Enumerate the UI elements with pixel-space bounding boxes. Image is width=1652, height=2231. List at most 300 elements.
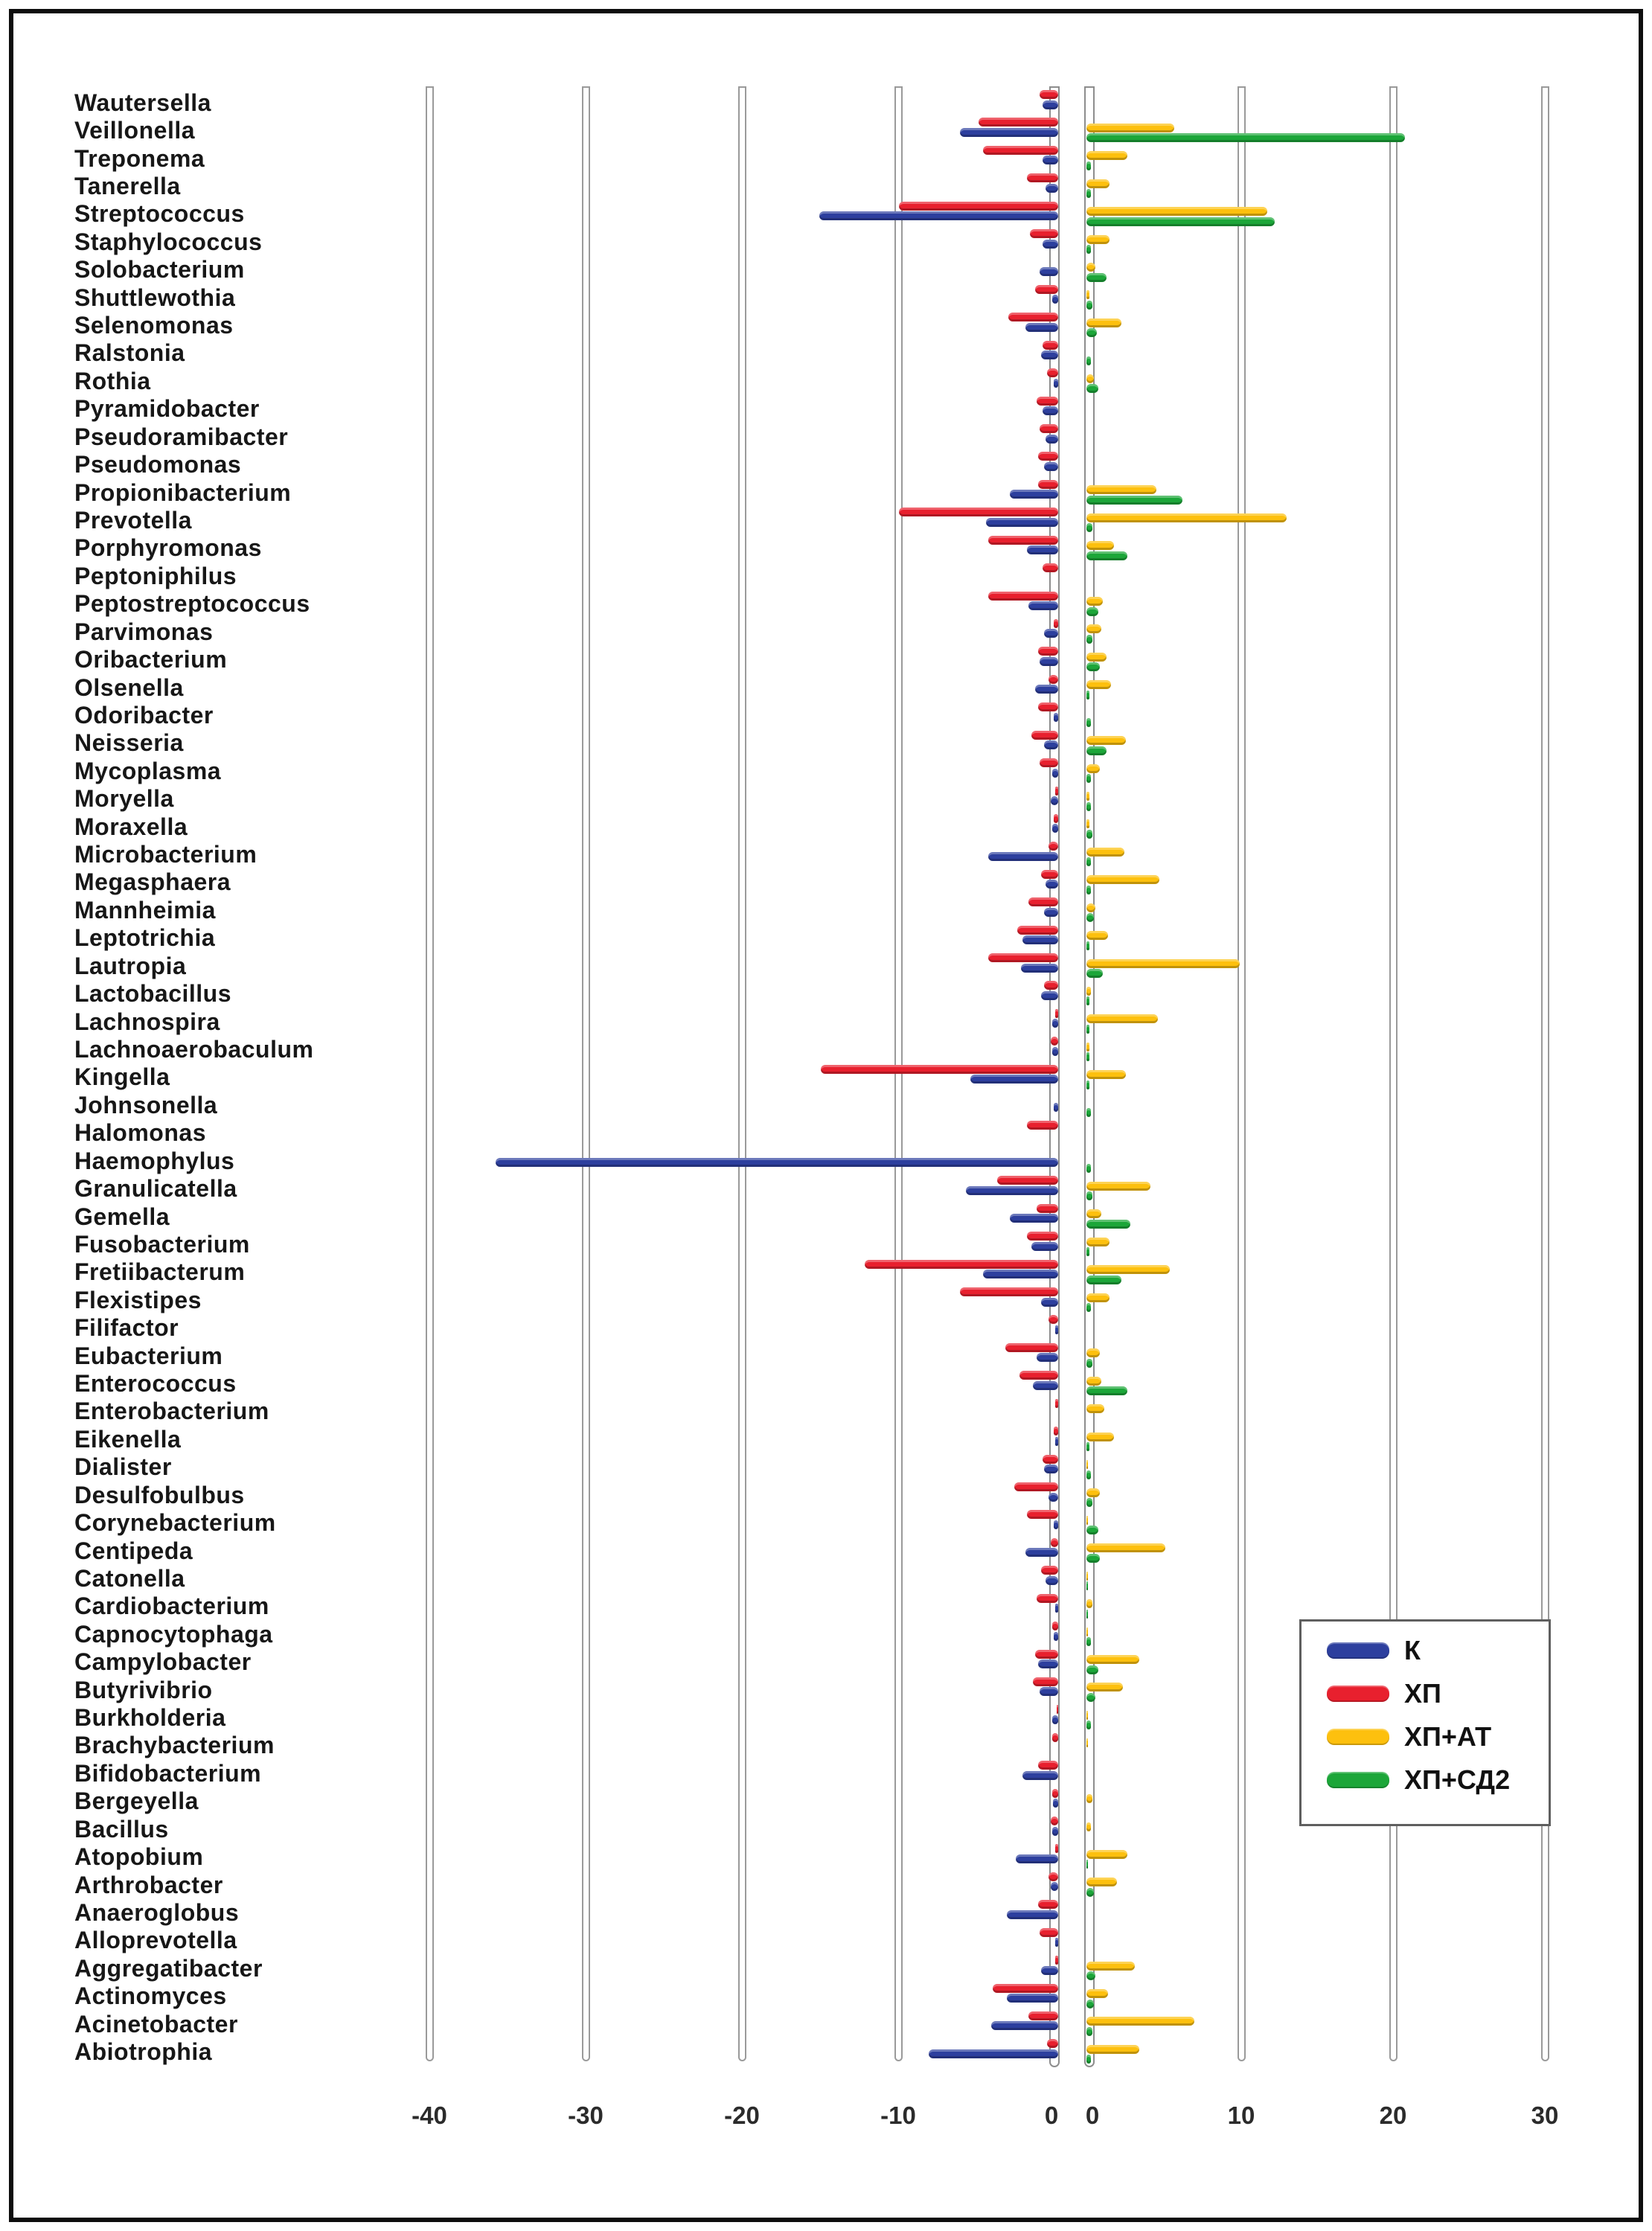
bar-ХП-shuttlewothia xyxy=(1035,285,1059,294)
category-label-anaeroglobus: Anaeroglobus xyxy=(74,1899,240,1926)
bar-ХП+СД2-olsenella xyxy=(1086,691,1089,700)
bar-ХП+АТ-atopobium xyxy=(1086,1850,1127,1859)
legend-swatch-К xyxy=(1327,1642,1389,1659)
bar-К-tanerella xyxy=(1046,184,1058,193)
bar-К-kingella xyxy=(970,1075,1058,1084)
gridline-left--10 xyxy=(894,86,903,2061)
bar-К-streptococcus xyxy=(819,211,1058,220)
bar-К-shuttlewothia xyxy=(1052,295,1058,304)
category-label-selenomonas: Selenomonas xyxy=(74,312,234,339)
bar-К-capnocytophaga xyxy=(1054,1632,1058,1641)
bar-ХП+АТ-lautropia xyxy=(1086,959,1240,968)
bar-К-mannheimia xyxy=(1044,908,1058,917)
category-label-flexistipes: Flexistipes xyxy=(74,1286,202,1313)
category-label-veillonella: Veillonella xyxy=(74,117,196,144)
bar-К-lachnospira xyxy=(1052,1019,1058,1028)
bar-ХП+СД2-selenomonas xyxy=(1086,328,1097,337)
bar-ХП+СД2-parvimonas xyxy=(1086,635,1092,644)
bar-ХП-butyrivibrio xyxy=(1033,1677,1058,1686)
bar-ХП-cardiobacterium xyxy=(1037,1594,1058,1603)
bar-ХП+СД2-granulicatella xyxy=(1086,1191,1092,1200)
bar-К-actinomyces xyxy=(1007,1994,1058,2003)
bar-ХП+АТ-abiotrophia xyxy=(1086,2045,1139,2054)
bar-ХП+СД2-shuttlewothia xyxy=(1086,301,1092,310)
category-label-butyrivibrio: Butyrivibrio xyxy=(74,1676,213,1703)
bar-ХП+СД2-enterococcus xyxy=(1086,1386,1127,1395)
category-label-burkholderia: Burkholderia xyxy=(74,1704,226,1732)
category-label-actinomyces: Actinomyces xyxy=(74,1982,227,2010)
x-tick-right-30: 30 xyxy=(1531,2102,1559,2129)
bar-ХП+АТ-parvimonas xyxy=(1086,624,1101,633)
legend-label-К: К xyxy=(1404,1635,1421,1665)
bar-ХП-fretiibacterum xyxy=(865,1260,1058,1269)
bar-ХП+АТ-veillonella xyxy=(1086,124,1174,132)
bar-ХП-actinomyces xyxy=(993,1984,1058,1993)
bar-ХП-lachnoaerobaculum xyxy=(1051,1037,1059,1046)
bar-ХП+СД2-solobacterium xyxy=(1086,273,1107,282)
bar-ХП+АТ-butyrivibrio xyxy=(1086,1683,1123,1691)
bar-ХП+СД2-catonella xyxy=(1086,1581,1088,1590)
bar-К-alloprevotella xyxy=(1055,1938,1058,1947)
category-label-dialister: Dialister xyxy=(74,1453,172,1481)
category-label-tanerella: Tanerella xyxy=(74,172,181,199)
bar-ХП+СД2-campylobacter xyxy=(1086,1665,1098,1674)
bar-ХП-prevotella xyxy=(899,508,1058,516)
bar-К-atopobium xyxy=(1016,1854,1058,1863)
bar-К-microbacterium xyxy=(988,852,1059,861)
category-label-enterococcus: Enterococcus xyxy=(74,1370,237,1398)
bar-К-oribacterium xyxy=(1040,657,1058,666)
bar-ХП+АТ-staphylococcus xyxy=(1086,235,1110,244)
bar-ХП+СД2-staphylococcus xyxy=(1086,245,1091,254)
bar-ХП+СД2-prevotella xyxy=(1086,523,1092,532)
bar-К-rothia xyxy=(1054,379,1058,388)
bar-К-filifactor xyxy=(1055,1325,1058,1334)
bar-К-eikenella xyxy=(1055,1437,1058,1446)
bar-К-haemophylus xyxy=(496,1158,1058,1167)
bar-ХП+СД2-mycoplasma xyxy=(1086,774,1091,783)
bar-ХП+АТ-mannheimia xyxy=(1086,903,1095,912)
bar-ХП+АТ-eikenella xyxy=(1086,1433,1114,1441)
bar-ХП-leptotrichia xyxy=(1017,926,1058,935)
category-label-bergeyella: Bergeyella xyxy=(74,1787,199,1815)
category-label-capnocytophaga: Capnocytophaga xyxy=(74,1620,273,1648)
bar-К-ralstonia xyxy=(1041,351,1058,359)
legend-label-ХП+СД2: ХП+СД2 xyxy=(1404,1764,1511,1795)
bar-К-leptotrichia xyxy=(1022,935,1058,944)
bar-К-lactobacillus xyxy=(1041,991,1058,1000)
category-label-aggregatibacter: Aggregatibacter xyxy=(74,1954,263,1982)
category-label-neisseria: Neisseria xyxy=(74,729,184,757)
bar-К-lachnoaerobaculum xyxy=(1052,1047,1058,1056)
bar-ХП+СД2-oribacterium xyxy=(1086,662,1100,671)
category-label-arthrobacter: Arthrobacter xyxy=(74,1871,223,1898)
bar-ХП+АТ-fusobacterium xyxy=(1086,1238,1110,1246)
bar-ХП-ralstonia xyxy=(1043,341,1058,350)
bar-ХП-oribacterium xyxy=(1038,647,1058,656)
bar-К-mycoplasma xyxy=(1052,769,1058,778)
bar-ХП+АТ-olsenella xyxy=(1086,680,1111,689)
bar-ХП-streptococcus xyxy=(899,202,1058,211)
bar-К-pseudoramibacter xyxy=(1046,435,1058,444)
bar-ХП-moryella xyxy=(1055,787,1058,796)
bar-ХП-bergeyella xyxy=(1052,1789,1058,1798)
category-label-fusobacterium: Fusobacterium xyxy=(74,1230,250,1258)
x-tick-left--10: -10 xyxy=(880,2102,916,2129)
bar-ХП-parvimonas xyxy=(1054,619,1058,628)
bar-ХП+АТ-campylobacter xyxy=(1086,1655,1139,1664)
bar-ХП+АТ-moraxella xyxy=(1086,819,1089,828)
category-label-shuttlewothia: Shuttlewothia xyxy=(74,284,236,311)
bar-ХП+СД2-tanerella xyxy=(1086,189,1091,198)
bar-К-corynebacterium xyxy=(1054,1520,1058,1529)
bar-К-granulicatella xyxy=(966,1186,1058,1195)
category-label-lachnospira: Lachnospira xyxy=(74,1008,220,1035)
bar-ХП+СД2-veillonella xyxy=(1086,133,1405,142)
bar-ХП+АТ-flexistipes xyxy=(1086,1293,1110,1302)
bar-ХП+АТ-enterobacterium xyxy=(1086,1404,1104,1413)
bar-ХП+АТ-lachnospira xyxy=(1086,1014,1158,1023)
bar-ХП+СД2-mannheimia xyxy=(1086,913,1094,922)
bar-К-parvimonas xyxy=(1044,629,1058,638)
category-label-parvimonas: Parvimonas xyxy=(74,618,214,645)
bar-ХП-tanerella xyxy=(1027,173,1058,182)
bar-ХП-bacillus xyxy=(1051,1817,1059,1825)
bar-ХП+АТ-arthrobacter xyxy=(1086,1878,1117,1886)
bar-К-olsenella xyxy=(1035,685,1059,694)
bar-К-odoribacter xyxy=(1054,713,1058,722)
bar-К-selenomonas xyxy=(1025,323,1058,332)
bar-ХП+АТ-porphyromonas xyxy=(1086,541,1114,550)
bar-ХП+АТ-megasphaera xyxy=(1086,875,1159,884)
x-tick-left--20: -20 xyxy=(724,2102,760,2129)
bar-ХП+СД2-dialister xyxy=(1086,1470,1091,1479)
bar-ХП-acinetobacter xyxy=(1028,2011,1058,2020)
category-label-streptococcus: Streptococcus xyxy=(74,200,245,228)
bar-К-anaeroglobus xyxy=(1007,1910,1058,1919)
category-label-abiotrophia: Abiotrophia xyxy=(74,2038,213,2066)
category-label-moryella: Moryella xyxy=(74,785,174,813)
gridline-right-10 xyxy=(1238,86,1246,2061)
category-label-enterobacterium: Enterobacterium xyxy=(74,1398,269,1425)
bar-К-fretiibacterum xyxy=(983,1270,1058,1278)
bar-К-abiotrophia xyxy=(929,2049,1058,2058)
bar-К-aggregatibacter xyxy=(1041,1966,1058,1975)
category-label-prevotella: Prevotella xyxy=(74,507,192,534)
bar-ХП+АТ-treponema xyxy=(1086,151,1127,160)
legend-swatch-ХП+АТ xyxy=(1327,1729,1389,1745)
bar-ХП-veillonella xyxy=(979,118,1058,127)
gridline-left--20 xyxy=(738,86,746,2061)
bar-ХП+АТ-cardiobacterium xyxy=(1086,1599,1092,1608)
bar-ХП-eubacterium xyxy=(1005,1343,1058,1352)
bar-ХП+СД2-lachnoaerobaculum xyxy=(1086,1052,1089,1061)
bar-ХП+СД2-rothia xyxy=(1086,384,1098,393)
category-label-porphyromonas: Porphyromonas xyxy=(74,534,262,562)
legend-swatch-ХП xyxy=(1327,1686,1389,1702)
bar-ХП-staphylococcus xyxy=(1030,229,1058,238)
category-label-moraxella: Moraxella xyxy=(74,813,188,840)
bar-К-moryella xyxy=(1051,796,1059,805)
bar-ХП+СД2-haemophylus xyxy=(1086,1164,1091,1173)
bar-К-pseudomonas xyxy=(1044,462,1058,471)
bar-ХП+СД2-peptostreptococcus xyxy=(1086,607,1098,616)
category-label-wautersella: Wautersella xyxy=(74,89,211,116)
bar-ХП-olsenella xyxy=(1048,675,1058,684)
legend-item-ХП+АТ xyxy=(1302,1718,1549,1755)
category-label-lachnoaerobaculum: Lachnoaerobaculum xyxy=(74,1035,314,1063)
bar-ХП+СД2-fusobacterium xyxy=(1086,1247,1089,1256)
bar-ХП+СД2-acinetobacter xyxy=(1086,2027,1092,2036)
category-label-centipeda: Centipeda xyxy=(74,1537,193,1564)
bar-ХП+АТ-peptostreptococcus xyxy=(1086,597,1103,606)
bar-К-centipeda xyxy=(1025,1548,1058,1557)
bar-ХП-pseudomonas xyxy=(1038,452,1058,461)
bar-ХП+АТ-leptotrichia xyxy=(1086,931,1108,940)
bar-ХП+СД2-cardiobacterium xyxy=(1086,1610,1088,1619)
bar-ХП+СД2-burkholderia xyxy=(1086,1721,1091,1729)
bar-ХП-pseudoramibacter xyxy=(1040,424,1058,433)
category-label-brachybacterium: Brachybacterium xyxy=(74,1732,275,1759)
bar-ХП+АТ-selenomonas xyxy=(1086,319,1121,327)
bar-ХП+АТ-shuttlewothia xyxy=(1086,290,1089,299)
bar-ХП-burkholderia xyxy=(1057,1705,1058,1714)
bar-ХП-rothia xyxy=(1047,368,1058,377)
bar-ХП+СД2-centipeda xyxy=(1086,1554,1100,1563)
bar-ХП+СД2-ralstonia xyxy=(1086,356,1091,365)
category-label-catonella: Catonella xyxy=(74,1564,185,1592)
bar-К-cardiobacterium xyxy=(1055,1604,1058,1613)
bar-ХП+СД2-odoribacter xyxy=(1086,718,1091,727)
category-label-bacillus: Bacillus xyxy=(74,1815,169,1843)
x-tick-right-0: 0 xyxy=(1085,2102,1100,2129)
category-label-rothia: Rothia xyxy=(74,367,151,394)
bar-ХП+СД2-fretiibacterum xyxy=(1086,1275,1121,1284)
bar-ХП+СД2-capnocytophaga xyxy=(1086,1637,1091,1646)
bar-ХП+АТ-prevotella xyxy=(1086,513,1287,522)
bar-К-bifidobacterium xyxy=(1022,1771,1058,1780)
bar-ХП+СД2-arthrobacter xyxy=(1086,1888,1094,1897)
bar-ХП-treponema xyxy=(983,146,1058,155)
bar-ХП+АТ-lachnoaerobaculum xyxy=(1086,1043,1089,1052)
bar-ХП+СД2-desulfobulbus xyxy=(1086,1498,1092,1507)
x-tick-left--40: -40 xyxy=(412,2102,447,2129)
bar-ХП+СД2-johnsonella xyxy=(1086,1108,1091,1117)
category-label-megasphaera: Megasphaera xyxy=(74,868,231,896)
bar-ХП-atopobium xyxy=(1055,1844,1058,1853)
bar-ХП-alloprevotella xyxy=(1040,1928,1058,1937)
bar-К-neisseria xyxy=(1044,740,1058,749)
bar-К-johnsonella xyxy=(1054,1103,1058,1112)
bar-ХП+СД2-moraxella xyxy=(1086,830,1092,839)
bar-ХП+СД2-lactobacillus xyxy=(1086,996,1089,1005)
bar-ХП+АТ-desulfobulbus xyxy=(1086,1488,1100,1497)
bar-ХП-flexistipes xyxy=(960,1287,1058,1296)
bar-К-megasphaera xyxy=(1046,880,1058,889)
bar-К-propionibacterium xyxy=(1010,490,1058,499)
bar-ХП-propionibacterium xyxy=(1038,480,1058,489)
bar-ХП+АТ-eubacterium xyxy=(1086,1348,1100,1357)
bar-ХП+АТ-brachybacterium xyxy=(1086,1738,1088,1747)
bar-ХП-fusobacterium xyxy=(1027,1232,1058,1241)
category-label-peptostreptococcus: Peptostreptococcus xyxy=(74,590,310,618)
bar-ХП+СД2-flexistipes xyxy=(1086,1303,1091,1312)
bar-ХП+СД2-atopobium xyxy=(1086,1860,1088,1869)
bar-К-bacillus xyxy=(1052,1827,1058,1836)
bar-К-prevotella xyxy=(986,518,1058,527)
bar-ХП+СД2-streptococcus xyxy=(1086,217,1275,226)
bar-ХП+АТ-rothia xyxy=(1086,374,1094,383)
legend-label-ХП: ХП xyxy=(1404,1678,1441,1709)
legend-item-ХП xyxy=(1302,1675,1549,1712)
bar-ХП-neisseria xyxy=(1031,731,1058,740)
bar-ХП-mannheimia xyxy=(1028,897,1058,906)
bar-ХП+АТ-granulicatella xyxy=(1086,1182,1150,1191)
gridline-left--30 xyxy=(582,86,590,2061)
bar-ХП+СД2-treponema xyxy=(1086,161,1091,170)
bar-ХП+АТ-centipeda xyxy=(1086,1543,1165,1552)
bar-ХП-aggregatibacter xyxy=(1055,1956,1058,1965)
category-label-alloprevotella: Alloprevotella xyxy=(74,1927,237,1954)
category-label-pseudomonas: Pseudomonas xyxy=(74,451,242,478)
bar-ХП+АТ-tanerella xyxy=(1086,179,1110,188)
bar-ХП-moraxella xyxy=(1054,814,1058,823)
bar-ХП-gemella xyxy=(1037,1204,1058,1213)
bar-ХП+АТ-streptococcus xyxy=(1086,207,1267,216)
bar-К-peptostreptococcus xyxy=(1028,601,1058,610)
bar-ХП-capnocytophaga xyxy=(1052,1622,1058,1630)
category-label-lactobacillus: Lactobacillus xyxy=(74,980,231,1008)
bar-ХП+АТ-capnocytophaga xyxy=(1086,1627,1088,1636)
bar-ХП-enterococcus xyxy=(1019,1371,1059,1380)
category-label-johnsonella: Johnsonella xyxy=(74,1091,218,1118)
bar-ХП+АТ-burkholderia xyxy=(1086,1711,1088,1720)
bar-ХП+СД2-lautropia xyxy=(1086,969,1103,978)
category-label-bifidobacterium: Bifidobacterium xyxy=(74,1759,262,1787)
bar-ХП-megasphaera xyxy=(1041,870,1058,879)
category-label-lautropia: Lautropia xyxy=(74,952,187,979)
bar-ХП-desulfobulbus xyxy=(1014,1482,1058,1491)
x-tick-left--30: -30 xyxy=(568,2102,604,2129)
category-label-mycoplasma: Mycoplasma xyxy=(74,757,222,784)
bar-ХП-selenomonas xyxy=(1008,313,1058,321)
bar-ХП+СД2-eikenella xyxy=(1086,1442,1089,1451)
bar-ХП+СД2-neisseria xyxy=(1086,746,1107,755)
category-label-atopobium: Atopobium xyxy=(74,1843,204,1871)
category-label-corynebacterium: Corynebacterium xyxy=(74,1509,276,1537)
category-label-treponema: Treponema xyxy=(74,144,205,172)
bar-ХП+СД2-moryella xyxy=(1086,802,1091,811)
category-label-odoribacter: Odoribacter xyxy=(74,701,214,729)
bar-ХП+АТ-moryella xyxy=(1086,792,1089,801)
category-label-pyramidobacter: Pyramidobacter xyxy=(74,395,260,423)
bar-ХП+СД2-microbacterium xyxy=(1086,857,1091,866)
bar-ХП+СД2-kingella xyxy=(1086,1081,1089,1089)
bar-ХП+АТ-corynebacterium xyxy=(1086,1516,1088,1525)
bar-К-burkholderia xyxy=(1052,1715,1058,1724)
bar-ХП-brachybacterium xyxy=(1052,1733,1058,1742)
bar-К-catonella xyxy=(1046,1576,1058,1585)
bar-К-flexistipes xyxy=(1041,1298,1058,1307)
bar-ХП+СД2-actinomyces xyxy=(1086,2000,1094,2008)
bar-К-wautersella xyxy=(1043,100,1058,109)
bar-ХП+АТ-dialister xyxy=(1086,1460,1088,1469)
bar-ХП+АТ-kingella xyxy=(1086,1070,1126,1079)
bar-К-gemella xyxy=(1010,1214,1058,1223)
category-label-granulicatella: Granulicatella xyxy=(74,1175,237,1203)
bar-ХП+СД2-corynebacterium xyxy=(1086,1526,1098,1534)
bar-ХП-bifidobacterium xyxy=(1038,1761,1058,1770)
bar-ХП+СД2-lachnospira xyxy=(1086,1025,1089,1034)
bar-ХП-catonella xyxy=(1041,1566,1058,1575)
bar-ХП-porphyromonas xyxy=(988,536,1059,545)
category-label-haemophylus: Haemophylus xyxy=(74,1147,235,1174)
category-label-propionibacterium: Propionibacterium xyxy=(74,478,292,506)
x-tick-left-0: 0 xyxy=(1044,2102,1059,2129)
bar-ХП-anaeroglobus xyxy=(1038,1900,1058,1909)
bar-ХП+АТ-mycoplasma xyxy=(1086,764,1100,773)
category-label-mannheimia: Mannheimia xyxy=(74,896,216,924)
bar-К-porphyromonas xyxy=(1027,545,1058,554)
bar-ХП-peptostreptococcus xyxy=(988,592,1059,601)
bar-ХП-peptoniphilus xyxy=(1043,563,1058,572)
bar-ХП+АТ-fretiibacterum xyxy=(1086,1265,1170,1274)
legend-item-ХП+СД2 xyxy=(1302,1761,1549,1799)
bar-ХП+СД2-abiotrophia xyxy=(1086,2055,1091,2064)
bar-К-acinetobacter xyxy=(991,2021,1058,2030)
bar-ХП+АТ-bergeyella xyxy=(1086,1794,1092,1803)
bar-ХП+АТ-aggregatibacter xyxy=(1086,1962,1135,1971)
bar-К-moraxella xyxy=(1052,824,1058,833)
bar-ХП-halomonas xyxy=(1027,1121,1058,1130)
bar-ХП-granulicatella xyxy=(997,1176,1058,1185)
bar-ХП+АТ-catonella xyxy=(1086,1572,1088,1581)
legend xyxy=(1299,1619,1551,1826)
category-label-microbacterium: Microbacterium xyxy=(74,841,257,868)
category-label-kingella: Kingella xyxy=(74,1063,170,1091)
category-label-gemella: Gemella xyxy=(74,1203,170,1230)
bar-К-solobacterium xyxy=(1040,267,1058,276)
legend-swatch-ХП+СД2 xyxy=(1327,1772,1389,1788)
category-label-olsenella: Olsenella xyxy=(74,673,184,701)
category-label-peptoniphilus: Peptoniphilus xyxy=(74,562,237,589)
category-label-solobacterium: Solobacterium xyxy=(74,256,245,284)
bar-ХП-dialister xyxy=(1043,1455,1058,1464)
bar-ХП-centipeda xyxy=(1051,1538,1059,1547)
category-label-fretiibacterum: Fretiibacterum xyxy=(74,1258,246,1286)
bar-ХП+СД2-eubacterium xyxy=(1086,1359,1092,1368)
bar-К-veillonella xyxy=(960,128,1058,137)
bar-К-dialister xyxy=(1044,1465,1058,1473)
bar-ХП-kingella xyxy=(821,1065,1058,1074)
category-label-campylobacter: Campylobacter xyxy=(74,1648,252,1676)
bar-ХП-enterobacterium xyxy=(1055,1399,1058,1408)
bar-ХП-arthrobacter xyxy=(1048,1872,1058,1881)
bar-ХП+СД2-porphyromonas xyxy=(1086,551,1127,560)
category-label-desulfobulbus: Desulfobulbus xyxy=(74,1481,245,1508)
bar-К-arthrobacter xyxy=(1051,1882,1059,1891)
x-tick-right-10: 10 xyxy=(1227,2102,1255,2129)
bar-ХП+СД2-propionibacterium xyxy=(1086,496,1182,505)
bar-ХП+АТ-enterococcus xyxy=(1086,1377,1101,1386)
legend-label-ХП+АТ: ХП+АТ xyxy=(1404,1721,1492,1752)
bar-К-enterococcus xyxy=(1033,1381,1058,1390)
bar-ХП+АТ-gemella xyxy=(1086,1209,1101,1218)
bar-ХП-abiotrophia xyxy=(1047,2039,1058,2048)
category-label-filifactor: Filifactor xyxy=(74,1314,179,1342)
bar-ХП-campylobacter xyxy=(1035,1650,1059,1659)
bar-ХП-lachnospira xyxy=(1055,1009,1058,1018)
